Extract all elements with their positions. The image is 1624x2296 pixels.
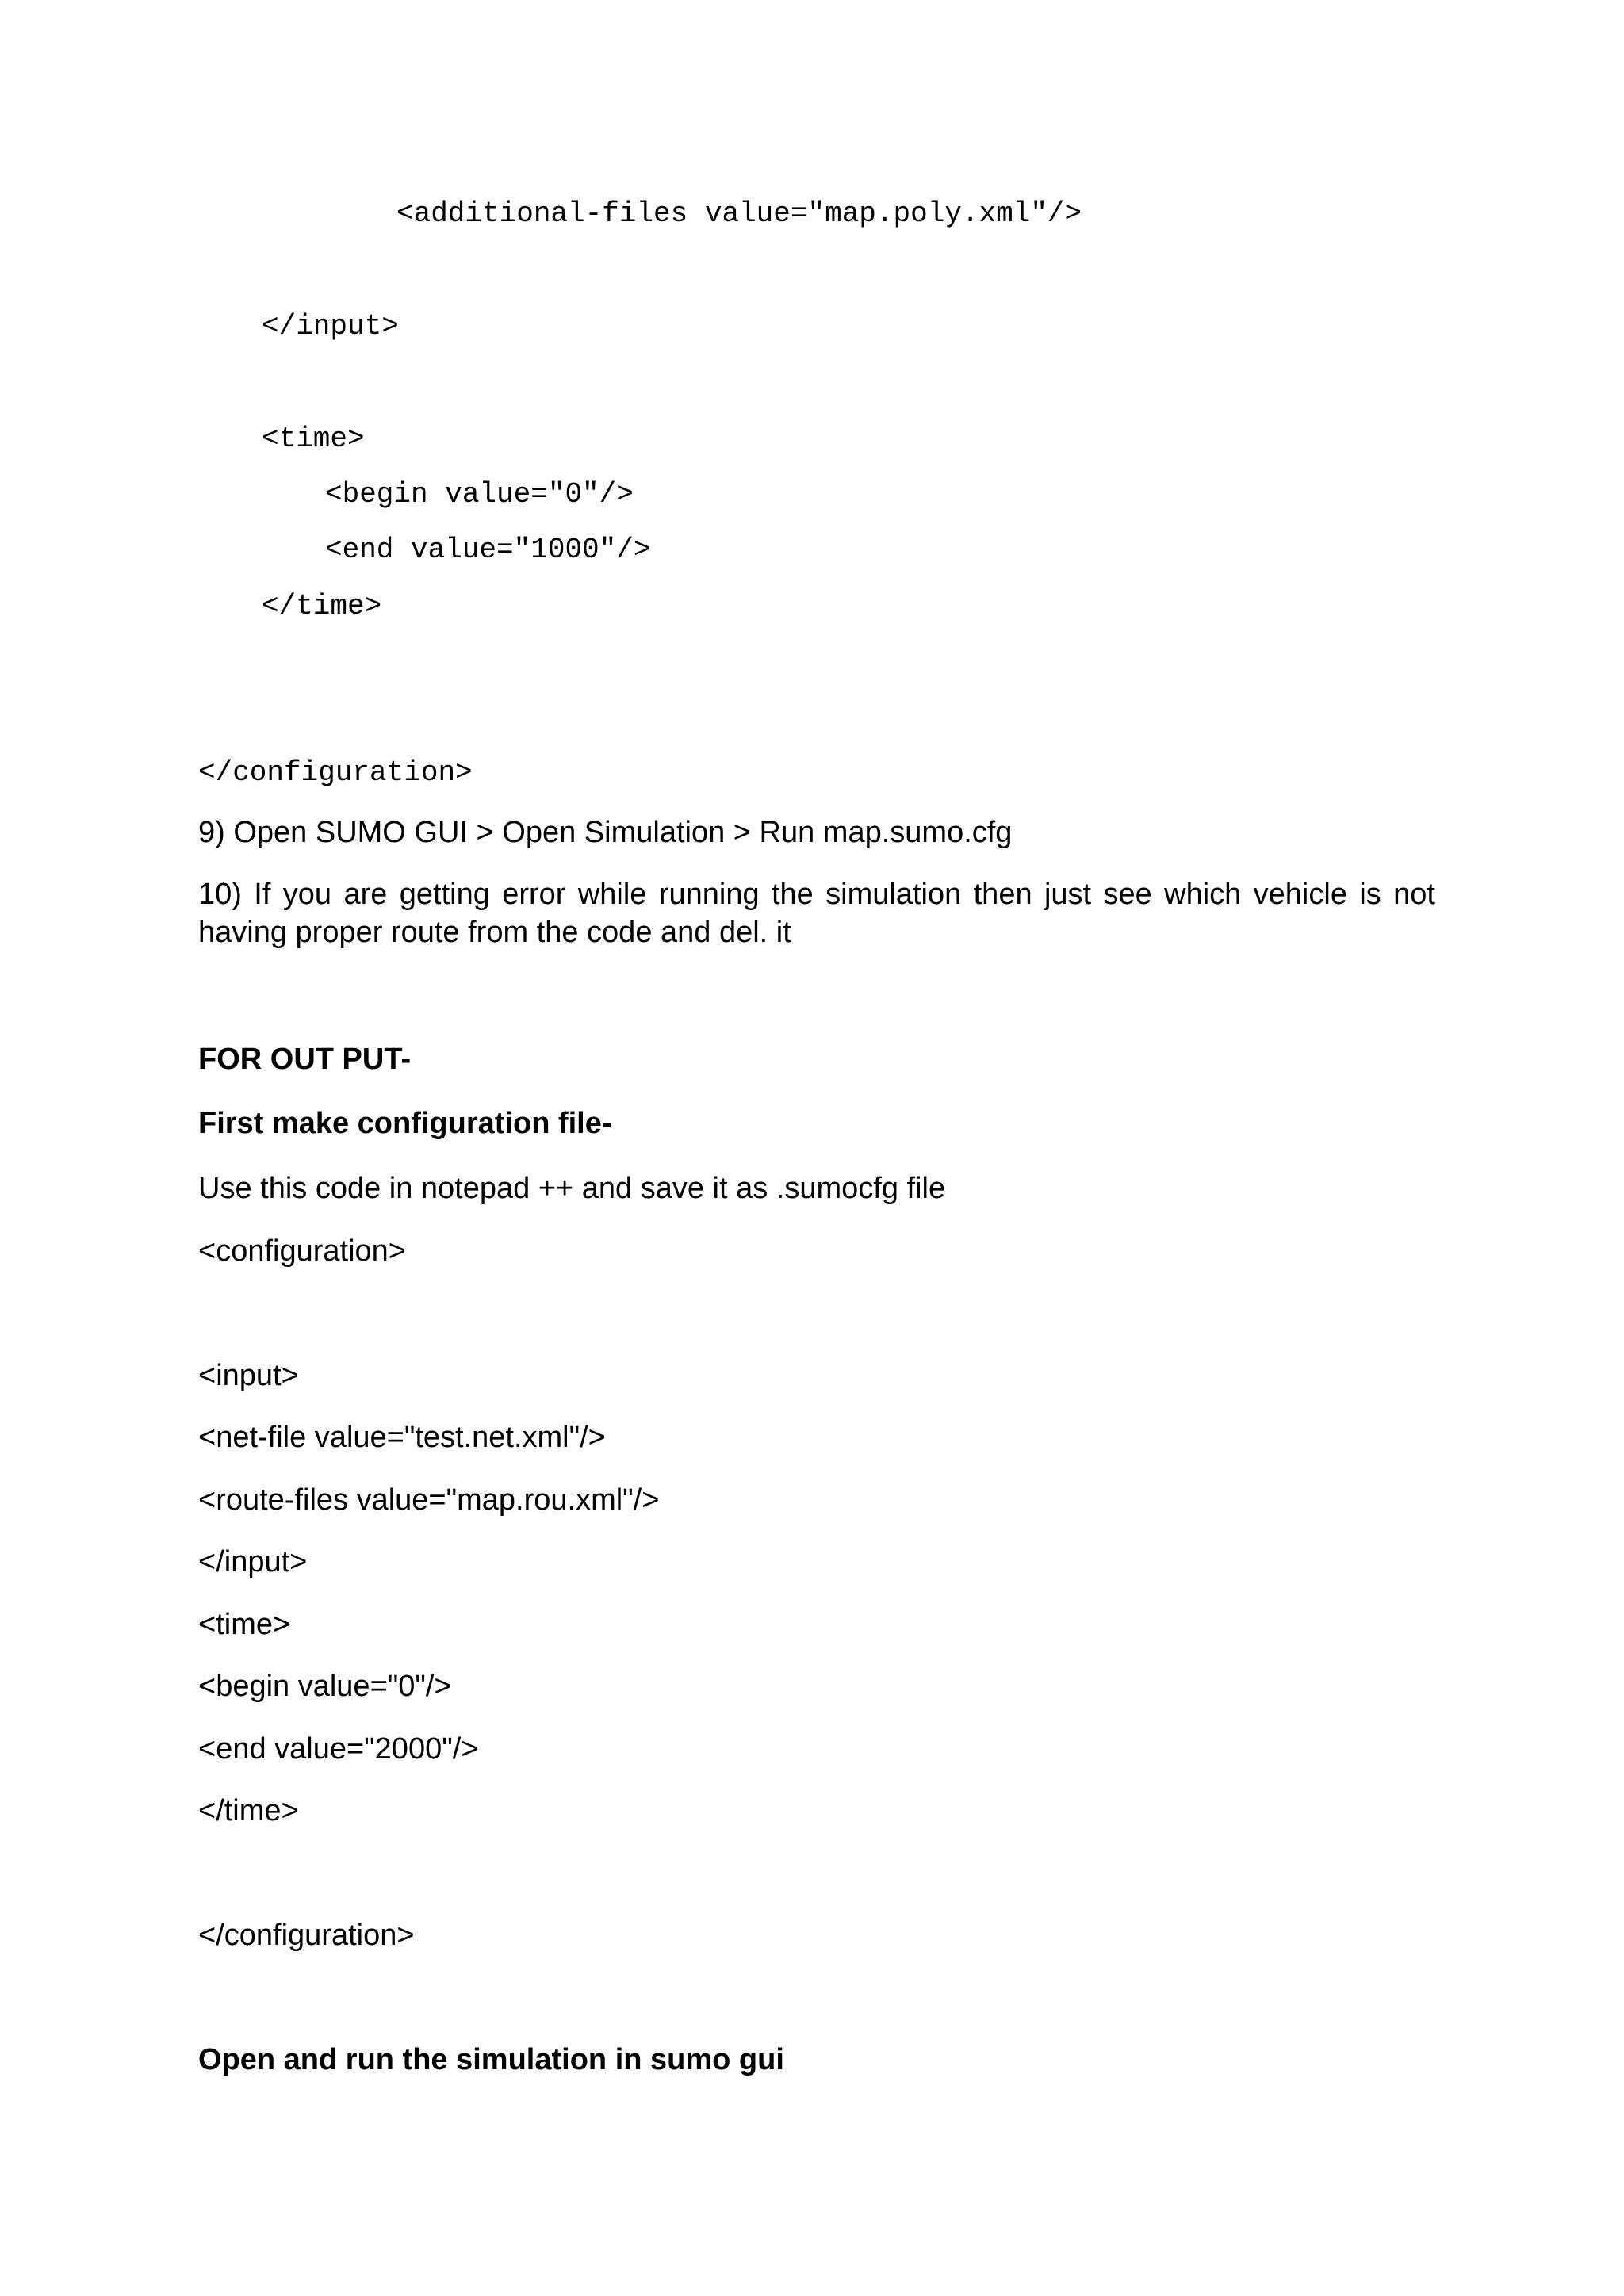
config-line-begin: <begin value="0"/> bbox=[198, 1670, 452, 1703]
code-line-additional-files: <additional-files value="map.poly.xml"/> bbox=[396, 197, 1082, 230]
code-line-input-close: </input> bbox=[262, 310, 399, 342]
config-subheading: First make configuration file- bbox=[198, 1107, 612, 1140]
config-line-configuration-open: <configuration> bbox=[198, 1234, 406, 1268]
config-line-input-open: <input> bbox=[198, 1359, 299, 1392]
instruction-text: Use this code in notepad ++ and save it as .sumocfg file bbox=[198, 1172, 946, 1205]
code-line-time-close: </time> bbox=[262, 590, 382, 622]
code-line-time-open: <time> bbox=[262, 423, 365, 455]
config-line-input-close: </input> bbox=[198, 1545, 308, 1578]
config-line-time-open: <time> bbox=[198, 1608, 291, 1641]
step-10-text: 10) If you are getting error while running the simulation then just see which vehicle is not having proper route from the code and del. it bbox=[198, 878, 1435, 949]
code-line-end: <end value="1000"/> bbox=[325, 534, 651, 566]
config-line-configuration-close: </configuration> bbox=[198, 1919, 415, 1952]
config-line-time-close: </time> bbox=[198, 1794, 299, 1827]
code-line-begin: <begin value="0"/> bbox=[325, 478, 634, 511]
output-heading: FOR OUT PUT- bbox=[198, 1043, 412, 1076]
step-9-text: 9) Open SUMO GUI > Open Simulation > Run map.sumo.cfg bbox=[198, 816, 1013, 849]
config-line-net-file: <net-file value="test.net.xml"/> bbox=[198, 1421, 606, 1454]
config-line-end: <end value="2000"/> bbox=[198, 1732, 479, 1766]
config-line-route-files: <route-files value="map.rou.xml"/> bbox=[198, 1483, 660, 1517]
code-line-configuration-close: </configuration> bbox=[198, 756, 473, 789]
run-simulation-heading: Open and run the simulation in sumo gui bbox=[198, 2043, 784, 2076]
